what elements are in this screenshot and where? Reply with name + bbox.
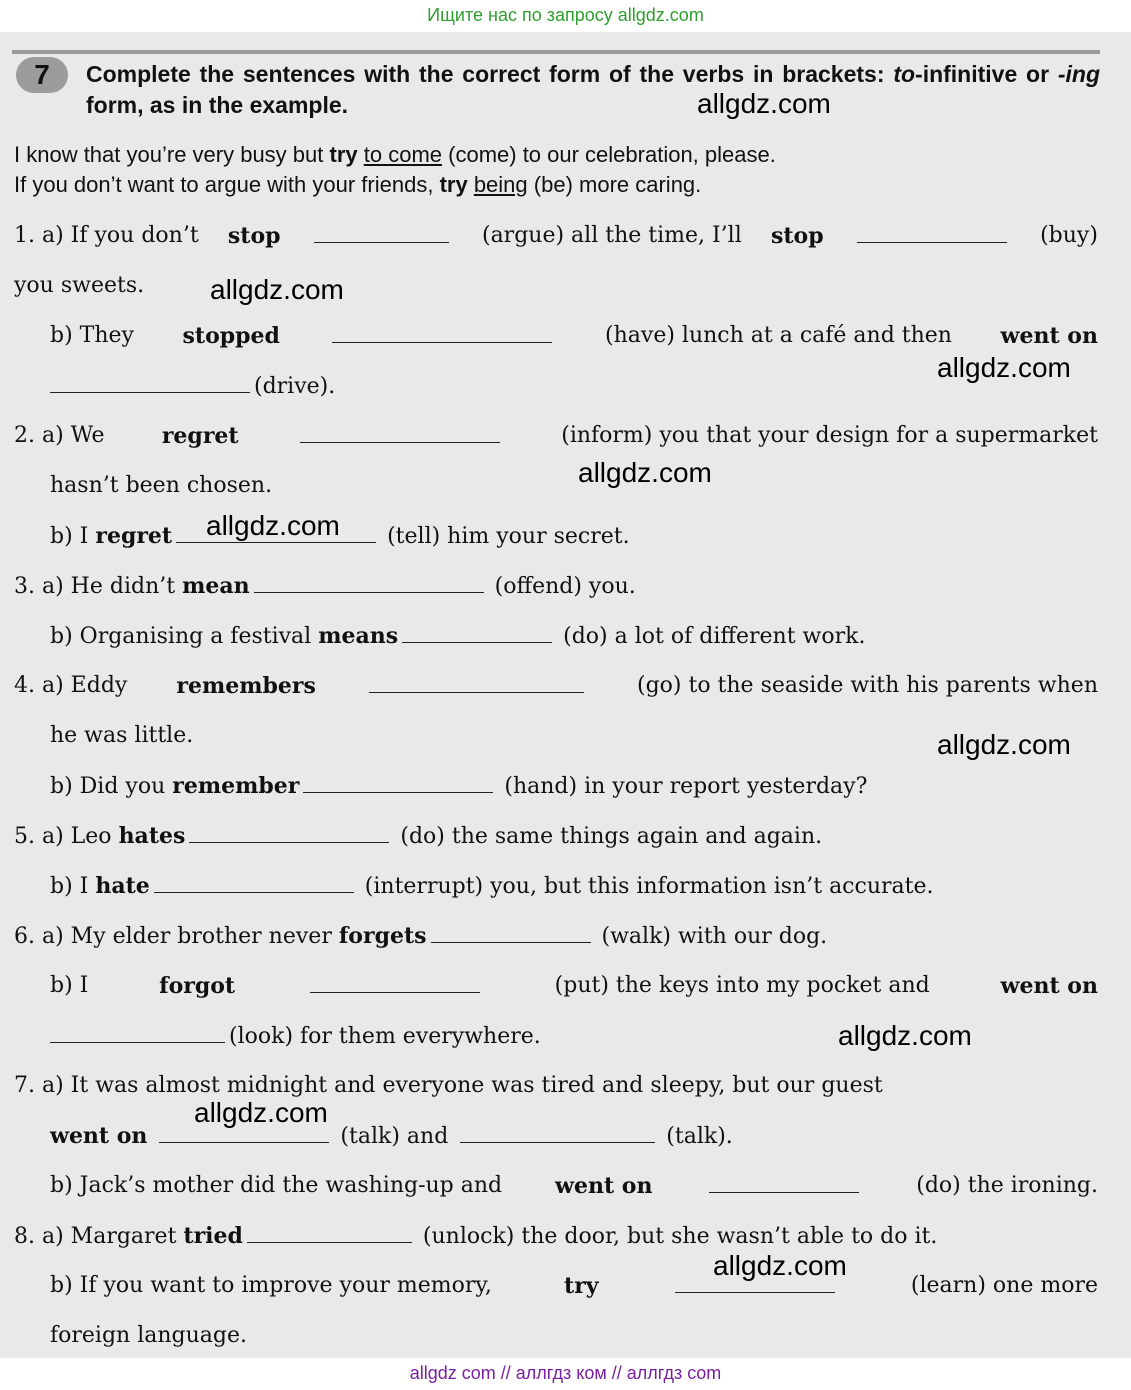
watermark: allgdz.com xyxy=(937,729,1071,760)
item-5b: b) I hate (interrupt) you, but this information isn’t accurate. xyxy=(50,873,934,899)
bottom-footer[interactable]: allgdz com // аллгдз ком // аллгдз com xyxy=(409,1363,722,1383)
item-7a: 7. a) It was almost midnight and everyone was tired and sleepy, but our guest xyxy=(14,1073,883,1098)
watermark: allgdz.com xyxy=(697,88,831,119)
task-ing: -ing xyxy=(1057,61,1101,87)
answer-blank[interactable] xyxy=(300,422,500,443)
task-instruction xyxy=(86,59,1100,121)
textbook-page xyxy=(0,32,1131,1358)
item-3b: b) Organising a festival means (do) a lot of different work. xyxy=(50,623,866,649)
answer-blank[interactable] xyxy=(460,1122,655,1143)
watermark: allgdz.com xyxy=(210,274,344,305)
watermark: allgdz.com xyxy=(194,1097,328,1128)
answer-blank[interactable] xyxy=(369,672,584,693)
item-8b-cont: foreign language. xyxy=(50,1323,247,1348)
answer-blank[interactable] xyxy=(189,822,389,843)
item-8b: b) If you want to improve your memory, try (learn) one more xyxy=(50,1273,1098,1299)
answer-blank[interactable] xyxy=(431,922,591,943)
watermark: allgdz.com xyxy=(838,1020,972,1051)
answer-blank[interactable] xyxy=(314,222,449,243)
item-3a: 3. a) He didn’t mean (offend) you. xyxy=(14,573,636,599)
answer-blank[interactable] xyxy=(50,1022,225,1043)
answer-blank[interactable] xyxy=(402,622,552,643)
item-1b-cont: (drive). xyxy=(50,372,1131,401)
answer-blank[interactable] xyxy=(310,972,480,993)
exercise-number: 7 xyxy=(16,57,68,93)
item-6b-cont: (look) for them everywhere. xyxy=(50,1022,1131,1051)
answer-blank[interactable] xyxy=(247,1222,412,1243)
item-4a-cont: he was little. xyxy=(50,723,194,748)
item-2a: 2. a) We regret (inform) you that your design for a supermarket xyxy=(14,423,1098,449)
item-1a: 1. a) If you don’t stop (argue) all the time, I’ll stop (buy) xyxy=(14,223,1098,249)
watermark: allgdz.com xyxy=(937,352,1071,383)
item-2a-cont: hasn’t been chosen. xyxy=(50,473,273,498)
item-7b: b) Jack’s mother did the washing-up and went on (do) the ironing. xyxy=(50,1173,1098,1199)
item-1a-cont: you sweets. xyxy=(14,273,145,298)
answer-blank[interactable] xyxy=(254,572,484,593)
item-6a: 6. a) My elder brother never forgets (walk) with our dog. xyxy=(14,923,828,949)
task-line1: Complete the sentences with the correct form of the verbs in brackets: xyxy=(86,61,885,87)
item-8a: 8. a) Margaret tried (unlock) the door, but she wasn’t able to do it. xyxy=(14,1223,938,1249)
answer-blank[interactable] xyxy=(50,372,250,393)
example-1: I know that you’re very busy but try to come (come) to our celebration, please. xyxy=(14,142,776,167)
answer-blank[interactable] xyxy=(303,772,493,793)
item-1b: b) They stopped (have) lunch at a café and then went on xyxy=(50,323,1098,349)
item-2b: b) I regret (tell) him your secret. xyxy=(50,523,630,549)
answer-blank[interactable] xyxy=(154,872,354,893)
answer-blank[interactable] xyxy=(709,1172,859,1193)
item-4b: b) Did you remember (hand) in your report yesterday? xyxy=(50,773,868,799)
item-7a-cont: went on (talk) and (talk). xyxy=(50,1123,733,1149)
item-4a: 4. a) Eddy remembers (go) to the seaside with his parents when xyxy=(14,673,1098,699)
task-to: to xyxy=(893,61,916,87)
watermark: allgdz.com xyxy=(713,1250,847,1281)
answer-blank[interactable] xyxy=(332,322,552,343)
watermark: allgdz.com xyxy=(578,457,712,488)
example-2: If you don’t want to argue with your friends, try being (be) more caring. xyxy=(14,172,702,197)
task-end: form, as in the example. xyxy=(86,92,349,118)
answer-blank[interactable] xyxy=(857,222,1007,243)
watermark: allgdz.com xyxy=(206,510,340,541)
item-5a: 5. a) Leo hates (do) the same things again and again. xyxy=(14,823,823,849)
top-rule xyxy=(12,50,1100,54)
item-6b: b) I forgot (put) the keys into my pocket and went on xyxy=(50,973,1098,999)
task-inf: -infinitive or xyxy=(915,61,1058,87)
top-banner[interactable]: Ищите нас по запросу allgdz.com xyxy=(427,5,704,25)
